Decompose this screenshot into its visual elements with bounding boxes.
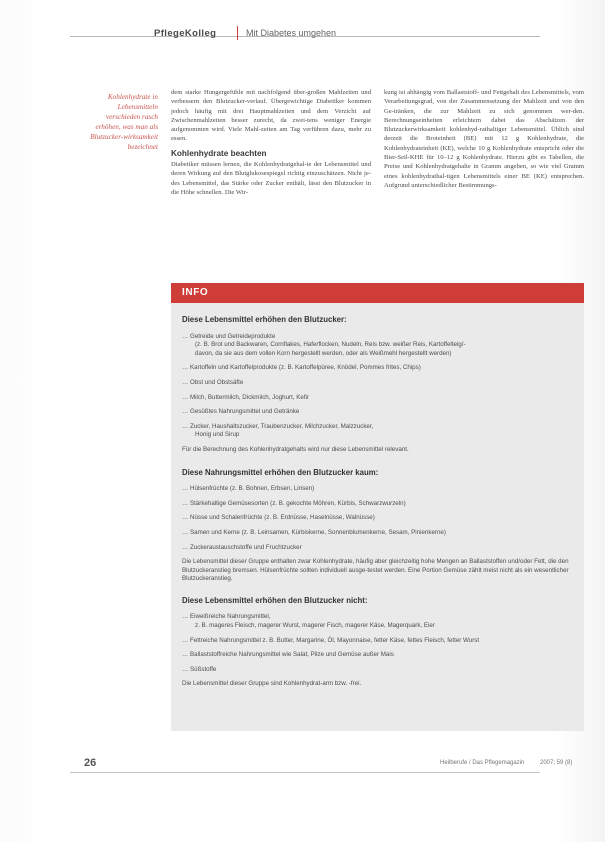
section-note: Die Lebensmittel dieser Gruppe enthalten zwar Kohlenhydrate, häufig aber gleichzeitig hohe Mengen an Ballaststoffen und/oder Fett, die den Blutzuckeranstieg bremsen. Hülsenfrüchte sollten individuell ausge-testet werden. Eine Portion Gemüse zählt meist nicht als ein wesentlicher Blutzuckeranstieg. xyxy=(182,558,569,583)
info-title: INFO xyxy=(182,287,209,298)
list-item-text: Ballaststoffreiche Nahrungsmittel wie Salat, Pilze und Gemüse außer Mais xyxy=(190,651,394,659)
list-item xyxy=(182,333,574,359)
issue-info: 2007; 59 (8) xyxy=(540,760,573,766)
pull-quote: Kohlenhydrate in Lebensmitteln verschieden rasch erhöhen, was man als Blutzucker-wirksamkeit bezeichnet xyxy=(90,93,158,151)
page-footer xyxy=(0,750,605,780)
list-item xyxy=(182,651,574,660)
list-item xyxy=(182,423,574,440)
series-title: PflegeKolleg xyxy=(154,28,217,39)
bullet-marker: … xyxy=(182,514,189,522)
list-item-text: Süßstoffe xyxy=(190,665,217,673)
list-item-text: Obst und Obstsäfte xyxy=(190,378,244,386)
bullet-marker: … xyxy=(182,364,189,372)
bullet-marker: … xyxy=(182,528,189,536)
bullet-marker: … xyxy=(182,408,189,416)
section-title-barely: Diese Nahrungsmittel erhöhen den Blutzucker kaum: xyxy=(182,467,379,477)
list-item-text: Milch, Buttermilch, Dickmilch, Joghurt, Kefir xyxy=(190,393,309,401)
bullet-marker: … xyxy=(182,651,189,659)
list-item-detail: davon, da sie aus dem vollen Korn hergestellt werden, oder als Weißmehl hergestellt werden) xyxy=(195,349,452,357)
bullet-marker: … xyxy=(182,499,189,507)
bullet-marker: … xyxy=(182,665,189,673)
list-item-detail: (z. B. Brot und Backwaren, Cornflakes, Haferflocken, Nudeln, Reis bzw. weißer Reis, Kartoffelteig/- xyxy=(195,341,466,349)
bullet-marker: … xyxy=(182,378,189,386)
article-column-right xyxy=(384,88,584,190)
list-not xyxy=(182,613,574,674)
bullet-marker: … xyxy=(182,636,189,644)
list-item-text: Hülsenfrüchte (z. B. Bohnen, Erbsen, Linsen) xyxy=(190,485,315,493)
section-title-raises: Diese Lebensmittel erhöhen den Blutzucker: xyxy=(182,315,347,324)
list-item-text: Getreide und Getreideprodukte xyxy=(190,332,276,340)
bullet-marker: … xyxy=(182,393,189,401)
list-item xyxy=(182,500,574,509)
page-number: 26 xyxy=(84,757,97,769)
section-note: Die Lebensmittel dieser Gruppe sind Kohlenhydrat-arm bzw. -frei. xyxy=(182,680,362,688)
list-item xyxy=(182,666,574,675)
list-item-text: Gesüßtes Nahrungsmittel und Getränke xyxy=(190,408,300,416)
paragraph: kung ist abhängig vom Ballaststoff- und Fettgehalt des Lebensmittels, vom Verarbeitungsgrad, von der Zusammensetzung der Mahlzeit und von den Ge-tränken, die zur Mahlzeit zu sich genommen wer-den. Berechnungseinheiten erleichtern dabei das Abschätzen der Blutzuckerwirksamkeit kohlenhyd-rathaltiger Lebensmittel. Üblich sind derzeit die Broteinheit (BE) mit 12 g Kohlenhydrate, die Kohlenhydrateinheit (KE), welche 10 g Kohlenhydrate entspricht oder die Bier-Seil-KHE für 10–12 g Kohlenhydrate. Hierzu gibt es Tabellen, die Preise und Kohlenhydratgehalte in Gramm angeben, so wie viel Gramm eines kohlenhydrathal-tigen Lebensmittels einer BE (KE) entsprechen. Aufgrund unterschiedlicher Bestimmungs- xyxy=(384,89,584,189)
list-item-text: Kartoffeln und Kartoffelprodukte (z. B. Kartoffelpüree, Knödel, Pommes frites, Chips) xyxy=(190,364,421,372)
list-item-text: Samen und Kerne (z. B. Leinsamen, Kürbiskerne, Sonnenblumenkerne, Sesam, Pinienkerne) xyxy=(190,528,446,536)
list-item xyxy=(182,637,574,646)
running-header xyxy=(0,8,605,48)
list-item-detail: Honig und Sirup xyxy=(195,431,240,439)
bullet-marker: … xyxy=(182,613,189,621)
list-item xyxy=(182,485,574,494)
list-barely xyxy=(182,485,574,552)
section-note: Für die Berechnung des Kohlenhydratgehalts wird nur diese Lebensmittel relevant. xyxy=(182,445,409,453)
list-item-text: Zuckeraustauschstoffe und Fruchtzucker xyxy=(190,543,302,551)
list-item xyxy=(182,613,574,630)
article-column-middle xyxy=(171,88,371,197)
list-item-detail: z. B. mageres Fleisch, magerer Wurst, magerer Fisch, magerer Käse, Magerquark, Eier xyxy=(195,622,435,630)
list-item-text: Eiweißreiche Nahrungsmittel, xyxy=(190,613,271,621)
topic-title: Mit Diabetes umgehen xyxy=(246,28,337,38)
bullet-marker: … xyxy=(182,485,189,493)
list-item xyxy=(182,408,574,417)
list-item-text: Fettreiche Nahrungsmittel z. B. Butter, Margarine, Öl, Mayonnaise, fetter Käse, fettes Fleisch, fetter Wurst xyxy=(190,636,480,644)
list-item-text: Zucker, Haushaltszucker, Traubenzucker, Milchzucker, Malzzucker, xyxy=(190,422,374,430)
info-box xyxy=(171,283,584,731)
header-separator xyxy=(237,26,238,40)
section-title-not: Diese Lebensmittel erhöhen den Blutzucker nicht: xyxy=(182,595,368,605)
info-header-bar xyxy=(171,283,584,303)
bullet-marker: … xyxy=(182,422,189,430)
list-item xyxy=(182,394,574,403)
info-body xyxy=(182,316,574,689)
list-raises xyxy=(182,333,574,440)
list-item xyxy=(182,544,574,553)
list-item-text: Stärkehaltige Gemüsesorten (z. B. gekochte Möhren, Kürbis, Schwarzwurzeln) xyxy=(190,499,406,507)
list-item xyxy=(182,514,574,523)
paragraph: Diabetiker müssen lernen, die Kohlenhydratgehal-te der Lebensmittel und deren Wirkung auf den Blutglukosespiegel richtig einzuschätzen. Nicht je-des Lebensmittel, das Stärke oder Zucker enthält, lässt den Blutzucker in die Höhe schnellen. Die Wir- xyxy=(171,161,371,196)
list-item-text: Nüsse und Schalenfrüchte (z. B. Erdnüsse, Haselnüsse, Walnüsse) xyxy=(190,514,375,522)
bullet-marker: … xyxy=(182,332,189,340)
list-item xyxy=(182,379,574,388)
journal-name: Heilberufe / Das Pflegemagazin xyxy=(440,760,525,766)
list-item xyxy=(182,364,574,373)
paragraph: dem starke Hungergefühle mit nachfolgend über-großen Mahlzeiten und verbessern den Blutzucker-verlauf. Übergewichtige Diabetiker kommen jedoch häufig mit drei Hauptmahlzeiten und dem Verzicht auf Zwischenmahlzeiten besser zurecht, da zwei-tens weniger Energie aufgenommen wird. Viele Mahl-zeiten am Tag verführen dazu, mehr zu essen. xyxy=(171,89,371,143)
bullet-marker: … xyxy=(182,543,189,551)
footer-rule xyxy=(70,772,540,773)
section-subheading: Kohlenhydrate beachten xyxy=(171,148,267,158)
list-item xyxy=(182,529,574,538)
